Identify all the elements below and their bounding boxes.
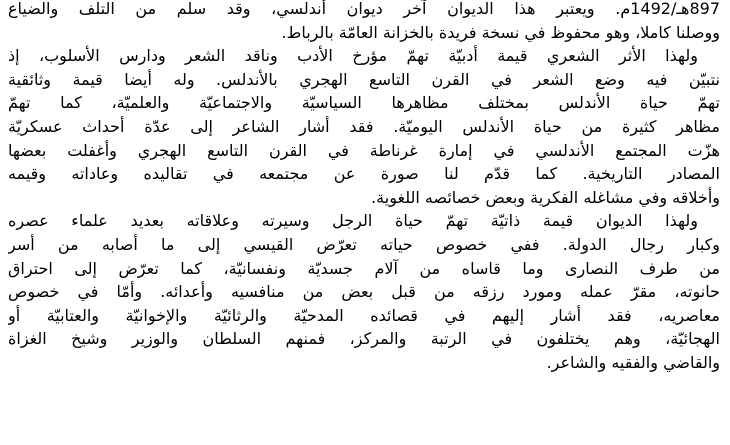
text-line: هزّت المجتمع الأندلسي في إمارة غرناطة في القرن التاسع الهجري وأغفلت بعضها bbox=[8, 140, 720, 160]
text-line: والقاضي والفقيه والشاعر. bbox=[546, 352, 720, 372]
text-line: ولهذا الديوان قيمة ذاتيّة تهمّ حياة الرجل وسيرته وعلاقاته بعديد علماء عصره bbox=[8, 211, 698, 231]
text-line: ووصلنا كاملا، وهو محفوظ في نسخة فريدة بالخزانة العامّة بالرباط. bbox=[281, 22, 720, 42]
text-line: حانوته، مقرّ عمله ومورد رزقه من قبل بعض من منافسيه وأعدائه. وأمّا في خصوص bbox=[8, 282, 720, 302]
text-line: نتبيّن فيه وضع الشعر في القرن التاسع الهجري بالأندلس. وله أيضا قيمة وثائقية bbox=[8, 69, 720, 89]
text-line: المصادر التاريخية. كما قدّم لنا صورة عن مجتمعه في تقاليده وعاداته وقيمه bbox=[8, 164, 720, 184]
text-line: معاصريه، فقد أشار إليهم في قصائده المدحيّة والرثائيّة والإخوانيّة والعتابيّة أو bbox=[8, 305, 720, 325]
text-line: وكبار رجال الدولة. ففي خصوص حياته تعرّض القيسي إلى ما أصابه من أسر bbox=[8, 234, 720, 254]
text-line: 897هـ/1492م. ويعتبر هذا الديوان آخر ديوان أندلسي، وقد سلم من التلف والضياع bbox=[8, 0, 720, 18]
text-line: مظاهر كثيرة من حياة الأندلس اليوميّة. فقد أشار الشاعر إلى عدّة أحداث عسكريّة bbox=[8, 116, 720, 136]
text-line: الهجائيّة، وهم يختلفون في الرتبة والمركز، فمنهم السلطان والوزير وشيخ الغزاة bbox=[8, 329, 720, 349]
text-line: تهمّ حياة الأندلس بمختلف مظاهرها السياسيّة والاجتماعيّة والعلميّة، كما تهمّ bbox=[8, 93, 720, 113]
text-line: وأخلاقه وفي مشاغله الفكرية وبعض خصائصه اللغوية. bbox=[371, 187, 720, 207]
text-line: من طرف النصارى وما قاساه من آلام جسديّة ونفسانيّة، كما تعرّض إلى احتراق bbox=[8, 258, 720, 278]
text-line: ولهذا الأثر الشعري قيمة أدبيّة تهمّ مؤرخ الأدب وناقد الشعر ودارس الأسلوب، إذ bbox=[8, 46, 698, 66]
